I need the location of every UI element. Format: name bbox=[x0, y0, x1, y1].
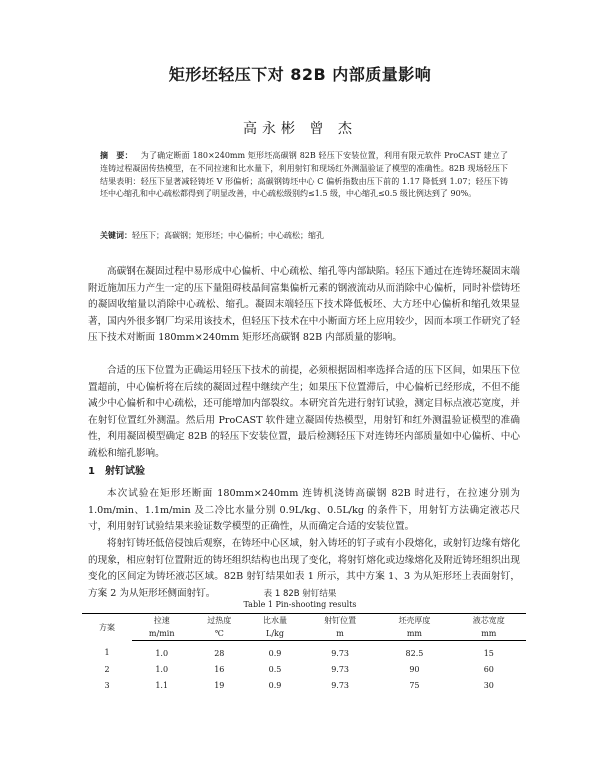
table-row bbox=[82, 661, 526, 677]
unit-superheat: ℃ bbox=[191, 627, 247, 641]
keywords-label: 关键词： bbox=[100, 231, 132, 240]
table-cell: 9.73 bbox=[331, 664, 349, 674]
abstract-label: 摘 要： bbox=[100, 151, 133, 160]
paragraph-section1-1: 本次试验在矩形坯断面 180mm×240mm 连铸机浇铸高碳钢 82B 时进行，在拉速分别为 1.0m/min、1.1m/min 及二冷比水量分别 0.9L/kg、0.5L/kg 的条件下，用射钉方法确定液芯尺寸，利用射钉试验结果来验证数学模型的正确性，从而确定合适的安装位置。 bbox=[88, 488, 520, 533]
table-cell: 60 bbox=[483, 664, 494, 674]
unit-water-ratio: L/kg bbox=[247, 627, 303, 641]
unit-shell-thickness: mm bbox=[377, 627, 451, 641]
keywords bbox=[100, 230, 508, 243]
table-row bbox=[82, 677, 526, 693]
unit-pin-position: m bbox=[303, 627, 377, 641]
table-cell: 3 bbox=[104, 680, 110, 690]
table-cell: 28 bbox=[214, 648, 225, 658]
authors: 高永彬 曾 杰 bbox=[243, 121, 357, 137]
abstract-text: 为了确定断面 180×240mm 矩形坯高碳钢 82B 轻压下安装位置，利用有限元软件 ProCAST 建立了连铸过程凝固传热模型，在不同拉速和比水量下，利用射钉和现场红外测温验证了模型的准确性。82B 现场轻压下结果表明：轻压下显著减轻铸坯 V 形偏析；高碳钢铸坯中心 C 偏析指数由压下前的 1.17 降低到 1.07；轻压下铸坯中心缩孔和中心疏松都得到了明显改善，中心疏松级别约≤1.5 级，中心缩孔≤0.5 级比例达到了 90%。 bbox=[100, 151, 509, 199]
table-cell: 15 bbox=[483, 648, 494, 658]
table-caption-en: Table 1 Pin-shooting results bbox=[243, 600, 357, 609]
unit-liquid-core-width: mm bbox=[452, 627, 526, 641]
table-cell: 1 bbox=[104, 648, 110, 658]
table-cell: 16 bbox=[214, 664, 225, 674]
table-cell: 19 bbox=[214, 680, 225, 690]
header-pin-position: 射钉位置 bbox=[303, 614, 377, 628]
keywords-text: 轻压下；高碳钢；矩形坯；中心偏析；中心疏松；缩孔 bbox=[132, 231, 324, 240]
abstract bbox=[100, 150, 508, 201]
table-header-row bbox=[82, 614, 526, 628]
paper-title: 矩形坯轻压下对 82B 内部质量影响 bbox=[168, 65, 432, 84]
table-cell: 90 bbox=[409, 664, 420, 674]
table-cell: 82.5 bbox=[405, 648, 424, 658]
table-cell: 1.0 bbox=[155, 648, 169, 658]
table-cell: 1.0 bbox=[155, 664, 169, 674]
header-superheat: 过热度 bbox=[191, 614, 247, 628]
paragraph-section1-2: 将射钉铸坯低倍侵蚀后观察，在铸坯中心区域，射入铸坯的钉子或有小段熔化，或射钉边缘有熔化的现象，相应射钉位置附近的铸坯组织结构也出现了变化，将射钉熔化或边缘熔化及附近铸坯组织出现变化的区间定为铸坯液芯区域。82B 射钉结果如表 1 所示，其中方案 1、3 为从矩形坯上表面射钉，方案 2 为从矩形坯侧面射钉。 bbox=[88, 538, 520, 599]
pin-shooting-table bbox=[82, 613, 526, 693]
table-container bbox=[82, 613, 526, 693]
header-liquid-core-width: 液芯宽度 bbox=[452, 614, 526, 628]
unit-casting-speed: m/min bbox=[132, 627, 191, 641]
table-cell: 1.1 bbox=[155, 680, 169, 690]
table-caption-cn: 表 1 82B 射钉结果 bbox=[263, 589, 337, 599]
table-cell: 9.73 bbox=[331, 648, 349, 658]
header-shell-thickness: 坯壳厚度 bbox=[377, 614, 451, 628]
table-cell: 30 bbox=[483, 680, 494, 690]
table-cell: 9.73 bbox=[331, 680, 349, 690]
table-cell: 2 bbox=[104, 664, 110, 674]
header-water-ratio: 比水量 bbox=[247, 614, 303, 628]
table-units-row bbox=[82, 627, 526, 641]
table-cell: 75 bbox=[409, 680, 420, 690]
header-casting-speed: 拉速 bbox=[132, 614, 191, 628]
paragraph-intro-1: 高碳钢在凝固过程中易形成中心偏析、中心疏松、缩孔等内部缺陷。轻压下通过在连铸坯凝固末端附近施加压力产生一定的压下量阻碍枝晶间富集偏析元素的钢液流动从而消除中心偏析，同时补偿铸坯的凝固收缩量以消除中心疏松、缩孔。凝固末端轻压下技术降低板坯、大方坯中心偏析和缩孔效果显著，国内外很多钢厂均采用该技术，但轻压下技术在中小断面方坯上应用较少，因而本项工作研究了轻压下技术对断面 180mm×240mm 矩形坯高碳钢 82B 内部质量的影响。 bbox=[88, 266, 520, 344]
section-heading: 1 射钉试验 bbox=[88, 466, 145, 477]
table-row bbox=[82, 641, 526, 662]
paragraph-intro-2: 合适的压下位置为正确运用轻压下技术的前提，必须根据固相率选择合适的压下区间，如果压下位置超前，中心偏析将在后续的凝固过程中继续产生；如果压下位置滞后，中心偏析已经形成，不但不能减少中心偏析和中心疏松，还可能增加内部裂纹。本研究首先进行射钉试验，测定目标点液芯宽度，并在射钉位置红外测温。然后用 ProCAST 软件建立凝固传热模型，用射钉和红外测温验证模型的准确性，利用凝固模型确定 82B 的轻压下安装位置，最后检测轻压下对连铸坯内部质量如中心偏析、中心疏松和缩孔影响。 bbox=[88, 365, 520, 459]
table-cell: 0.9 bbox=[268, 648, 282, 658]
table-cell: 0.5 bbox=[268, 664, 282, 674]
table-cell: 0.9 bbox=[268, 680, 282, 690]
header-plan: 方案 bbox=[82, 614, 132, 641]
